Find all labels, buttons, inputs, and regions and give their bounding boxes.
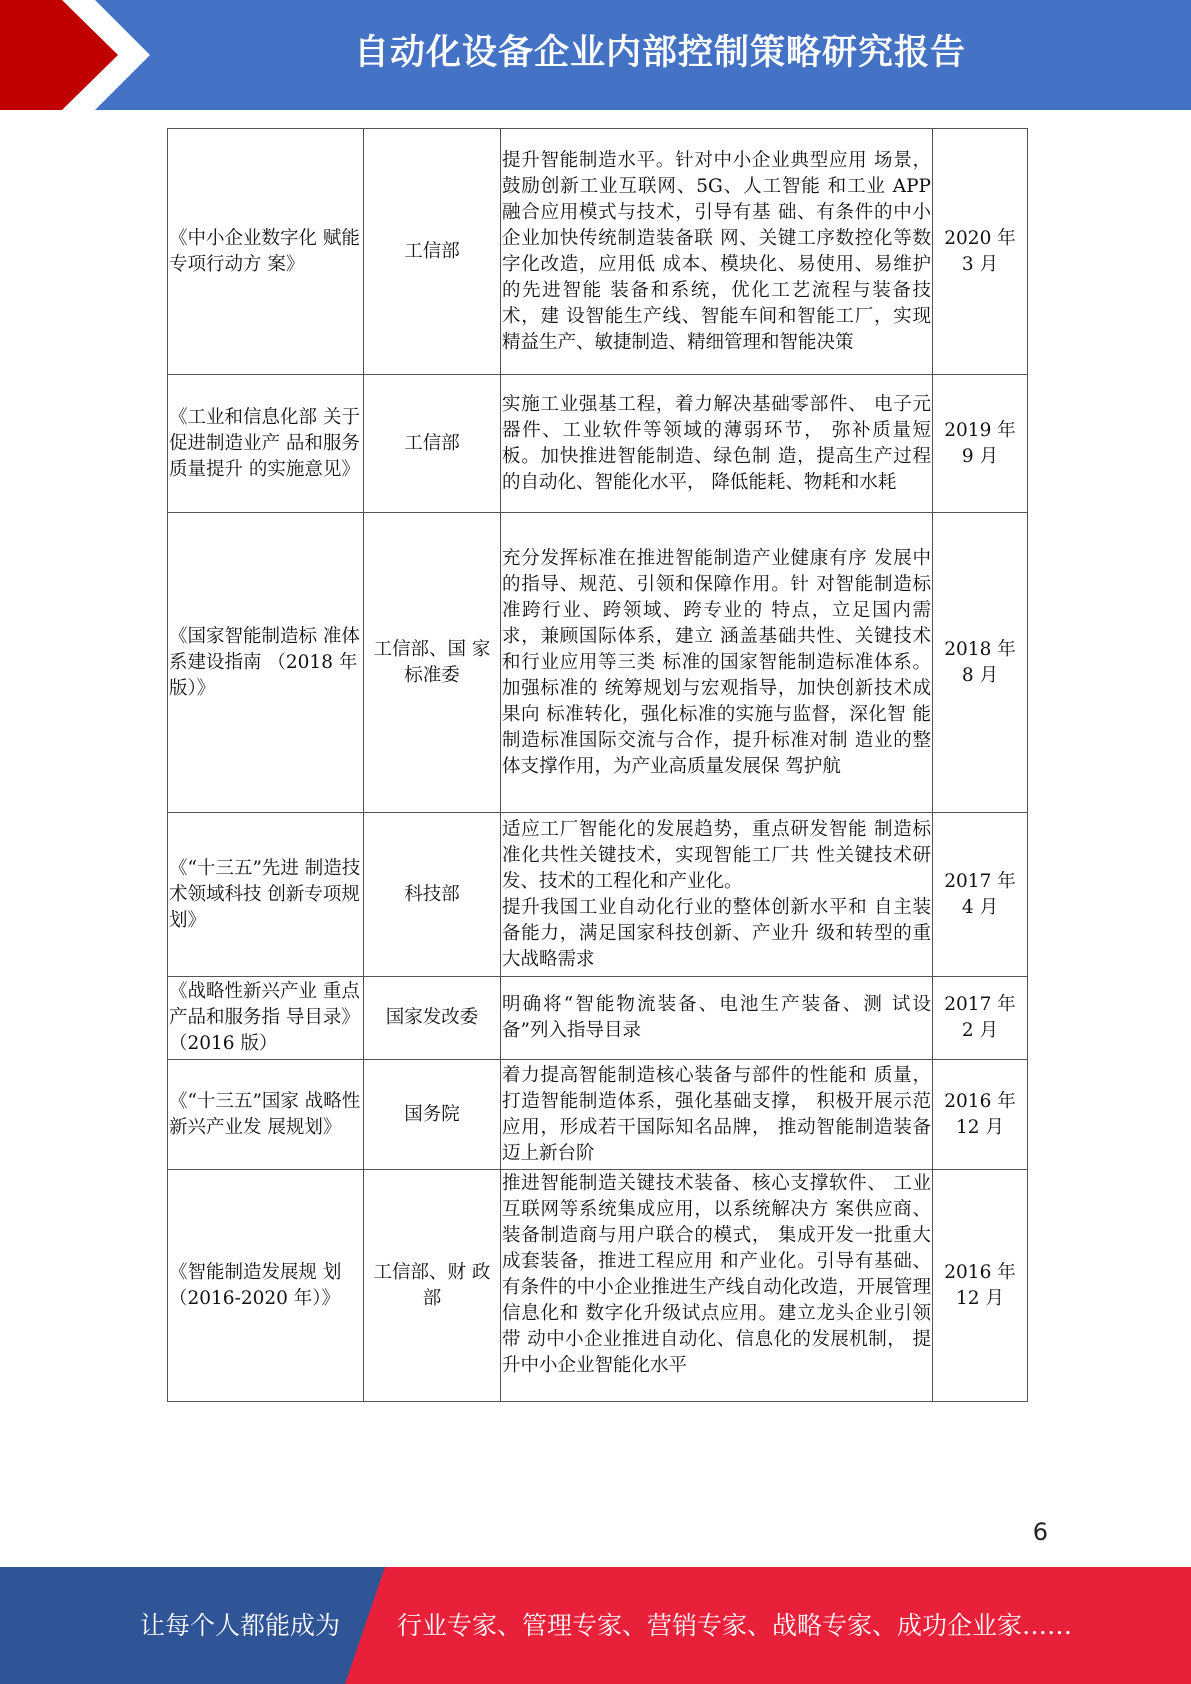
policy-content-text: 推进智能制造关键技术装备、核心支撑软件、 工业互联网等系统集成应用，以系统解决方 案供应商、装备制造商与用户联合的模式， 集成开发一批重大成套装备，推进工程应用 和产业化。引导有基础、有条件的中小企业推进生产线自动化改造，开展管理信息化和 数字化升级试点应用。建立龙头企业引领带 动中小企业推进自动化、信息化的发展机制， 提升中小企业智能化水平	[502, 1172, 931, 1376]
date-year: 2017 年	[944, 870, 1016, 892]
date-year: 2016 年	[944, 1090, 1016, 1112]
policy-name-cell: 《智能制造发展规 划（2016-2020 年）》	[168, 1170, 364, 1402]
department-cell: 国家发改委	[364, 977, 501, 1060]
date-year: 2017 年	[944, 994, 1016, 1015]
header-chevron-icon	[0, 0, 150, 110]
department-cell: 工信部	[364, 375, 501, 513]
policy-content-cell: 着力提高智能制造核心装备与部件的性能和 质量，打造智能制造体系，强化基础支撑， 积极开展示范应用，形成若干国际知名品牌， 推动智能制造装备迈上新台阶	[501, 1060, 933, 1170]
policy-name-cell: 《“十三五”先进 制造技术领域科技 创新专项规划》	[168, 813, 364, 977]
department-cell: 工信部、财 政部	[364, 1170, 501, 1402]
date-cell	[933, 1170, 1028, 1402]
date-cell	[933, 375, 1028, 513]
table-row	[168, 1170, 1028, 1402]
table-row	[168, 129, 1028, 375]
department-cell: 工信部	[364, 129, 501, 375]
policy-name-cell: 《战略性新兴产业 重点产品和服务指 导目录》（2016 版）	[168, 977, 364, 1060]
policy-content-cell: 明确将“智能物流装备、电池生产装备、测 试设备”列入指导目录	[501, 977, 933, 1060]
date-year: 2019 年	[944, 419, 1016, 441]
footer-slogan-right: 行业专家、管理专家、营销专家、战略专家、成功企业家……	[397, 1611, 1073, 1640]
date-month: 12 月	[956, 1116, 1004, 1138]
policy-name-cell: 《“十三五”国家 战略性新兴产业发 展规划》	[168, 1060, 364, 1170]
page-number: 6	[1032, 1518, 1048, 1546]
footer-slogan-left: 让每个人都能成为	[140, 1611, 341, 1640]
policy-name-cell: 《工业和信息化部 关于促进制造业产 品和服务质量提升 的实施意见》	[168, 375, 364, 513]
table-row	[168, 375, 1028, 513]
policy-name-cell: 《国家智能制造标 准体系建设指南 （2018 年版）》	[168, 513, 364, 813]
date-month: 3 月	[961, 253, 999, 275]
policy-content-cell: 实施工业强基工程，着力解决基础零部件、 电子元器件、工业软件等领域的薄弱环节， 弥补质量短板。加快推进智能制造、绿色制 造，提高生产过程的自动化、智能化水平， 降低能耗、物耗和水耗	[501, 375, 933, 513]
date-month: 2 月	[961, 1020, 999, 1041]
policy-content-paragraph: 适应工厂智能化的发展趋势，重点研发智能 制造标准化共性关键技术，实现智能工厂共 性关键技术研发、技术的工程化和产业化。	[502, 818, 931, 892]
department-cell: 国务院	[364, 1060, 501, 1170]
department-cell: 工信部、国 家标准委	[364, 513, 501, 813]
policy-table	[167, 128, 1028, 1402]
date-year: 2020 年	[944, 227, 1016, 249]
date-year: 2016 年	[944, 1261, 1016, 1283]
header-band	[0, 0, 1191, 110]
policy-content-cell	[501, 1170, 933, 1402]
date-cell	[933, 513, 1028, 813]
date-year: 2018 年	[944, 638, 1016, 660]
table-row	[168, 1060, 1028, 1170]
date-month: 8 月	[961, 664, 999, 686]
date-month: 4 月	[961, 896, 999, 918]
date-cell	[933, 1060, 1028, 1170]
date-month: 12 月	[956, 1287, 1004, 1309]
footer-band	[0, 1567, 1191, 1684]
policy-content-cell: 提升智能制造水平。针对中小企业典型应用 场景，鼓励创新工业互联网、5G、人工智能 和工业 APP 融合应用模式与技术，引导有基 础、有条件的中小企业加快传统制造装备联 网、关键工序数控化等数字化改造，应用低 成本、模块化、易使用、易维护的先进智能 装备和系统，优化工艺流程与装备技术，建 设智能生产线、智能车间和智能工厂，实现 精益生产、敏捷制造、精细管理和智能决策	[501, 129, 933, 375]
table-row	[168, 977, 1028, 1060]
document-title: 自动化设备企业内部控制策略研究报告	[353, 33, 966, 73]
policy-content-cell: 充分发挥标准在推进智能制造产业健康有序 发展中的指导、规范、引领和保障作用。针 对智能制造标准跨行业、跨领域、跨专业的 特点，立足国内需求，兼顾国际体系，建立 涵盖基础共性、关键技术和行业应用等三类 标准的国家智能制造标准体系。加强标准的 统筹规划与宏观指导，加快创新技术成果向 标准转化，强化标准的实施与监督，深化智 能制造标准国际交流与合作，提升标准对制 造业的整体支撑作用，为产业高质量发展保 驾护航	[501, 513, 933, 813]
table-row	[168, 513, 1028, 813]
date-cell	[933, 977, 1028, 1060]
date-month: 9 月	[961, 445, 999, 467]
policy-content-cell	[501, 813, 933, 977]
policy-name-cell: 《中小企业数字化 赋能专项行动方 案》	[168, 129, 364, 375]
date-cell	[933, 129, 1028, 375]
table-row	[168, 813, 1028, 977]
date-cell	[933, 813, 1028, 977]
department-cell: 科技部	[364, 813, 501, 977]
policy-content-paragraph: 提升我国工业自动化行业的整体创新水平和 自主装备能力，满足国家科技创新、产业升 级和转型的重大战略需求	[502, 896, 931, 970]
